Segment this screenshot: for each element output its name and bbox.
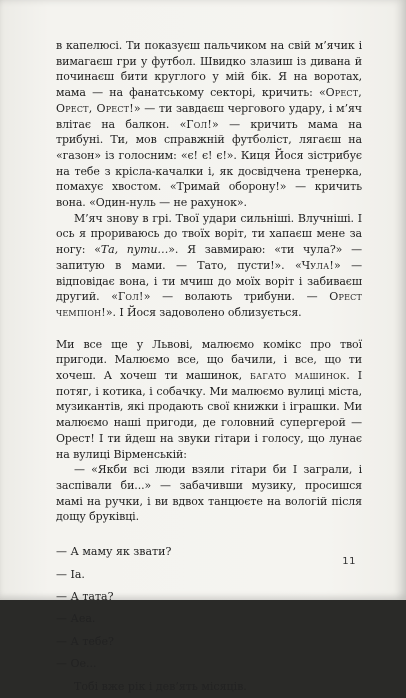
page-number: 11 [342, 556, 356, 567]
paragraph-2-text-e: ». І Йося задоволено облизується. [105, 305, 302, 319]
paragraph-2-text-c: » — відповідає вона, і ти мчиш до моїх воріт і забиваєш другий. « [56, 258, 362, 304]
paragraph-2-text-b: ». Я завмираю: «ти чула?» — запитую в мами. — Тато, пусти!». « [56, 243, 362, 272]
dialogue-line: — А маму як звати? [56, 545, 172, 559]
paragraph-4-text: — «Якби всі люди взяли гітари би І заграли, і заспівали би...» — забачивши музику, просишся мамі на ручки, і ви вдвох танцюєте на вологій після дощу бруківці. [56, 463, 362, 524]
dialogue-line: — А тата? [56, 589, 114, 603]
paragraph-1-text-a: в капелюсі. Ти показуєш пальчиком на свій м’ячик і вимагаєш гри у футбол. Швидко злазиш із дивана й починаєш бити круглого у мій бік. Я на воротах, мама — на фанатському секторі, кричить: « [56, 39, 362, 100]
dialogue-line: — Іа. [56, 567, 85, 581]
paragraph-1-smallcaps-a: Орест, Орест, Орест! [56, 86, 362, 115]
section-gap [56, 321, 362, 337]
paragraph-3-text-a: Ми все ще у Львові, малюємо комікс про твої пригоди. Малюємо все, що бачили, і все, що ти хочеш. А хочеш ти машинок, [56, 337, 362, 383]
paragraph-2-text-d: » — волають трибуни. — [143, 290, 330, 304]
paragraph-3-text-b: . І потяг, і котика, і собачку. Ми малюємо вулиці міста, музикантів, які продають свої книжки і іграшки. Ми малюємо наші пригоди, де головний супергерой — Орест! І ти йдеш на звуки гітари і голосу, що лунає на вулиці Вірменській: [56, 369, 362, 461]
paragraph-2-text-a: М’яч знову в грі. Твої удари сильніші. Влучніші. І ось я прориваюсь до твоїх воріт, ти хапаєш мене за ногу: « [56, 211, 362, 257]
paragraph-1 [56, 38, 362, 211]
dialogue-line: — А тебе? [56, 634, 114, 648]
paragraph-4 [56, 462, 362, 525]
paragraph-1-text-b: » — ти завдаєш чергового удару, і м’яч влітає на балкон. « [56, 101, 362, 131]
paragraph-2 [56, 211, 362, 321]
paragraph-1-smallcaps-b: Гол! [186, 117, 213, 131]
body-text [56, 38, 362, 698]
paragraph-2-italic: Та, пути… [100, 243, 169, 257]
dialogue-line: — Аеа. [56, 612, 96, 626]
paragraph-2-smallcaps-c: Орест чемпіон! [56, 290, 362, 319]
paragraph-2-smallcaps-b: Гол! [117, 290, 144, 304]
closing-line: Тобі вже рік і дев’ять місяців. [74, 679, 247, 693]
paragraph-2-smallcaps-a: Чула! [301, 258, 335, 272]
paragraph-3-smallcaps: багато машинок [250, 369, 347, 383]
section-gap-2 [56, 525, 362, 541]
paragraph-1-text-c: » — кричить мама на трибуні. Ти, мов справжній футболіст, лягаєш на «газон» із голосним: «є! є! є!». Киця Йося зістрибує на тебе з крісла-качалки і, як досвідчена тренерка, помахує хвостом. «Тримай оборону!» — кричить вона. «Один-нуль — не рахунок». [56, 117, 362, 210]
dialogue-line: — Ое... [56, 657, 97, 671]
paragraph-3 [56, 337, 362, 463]
